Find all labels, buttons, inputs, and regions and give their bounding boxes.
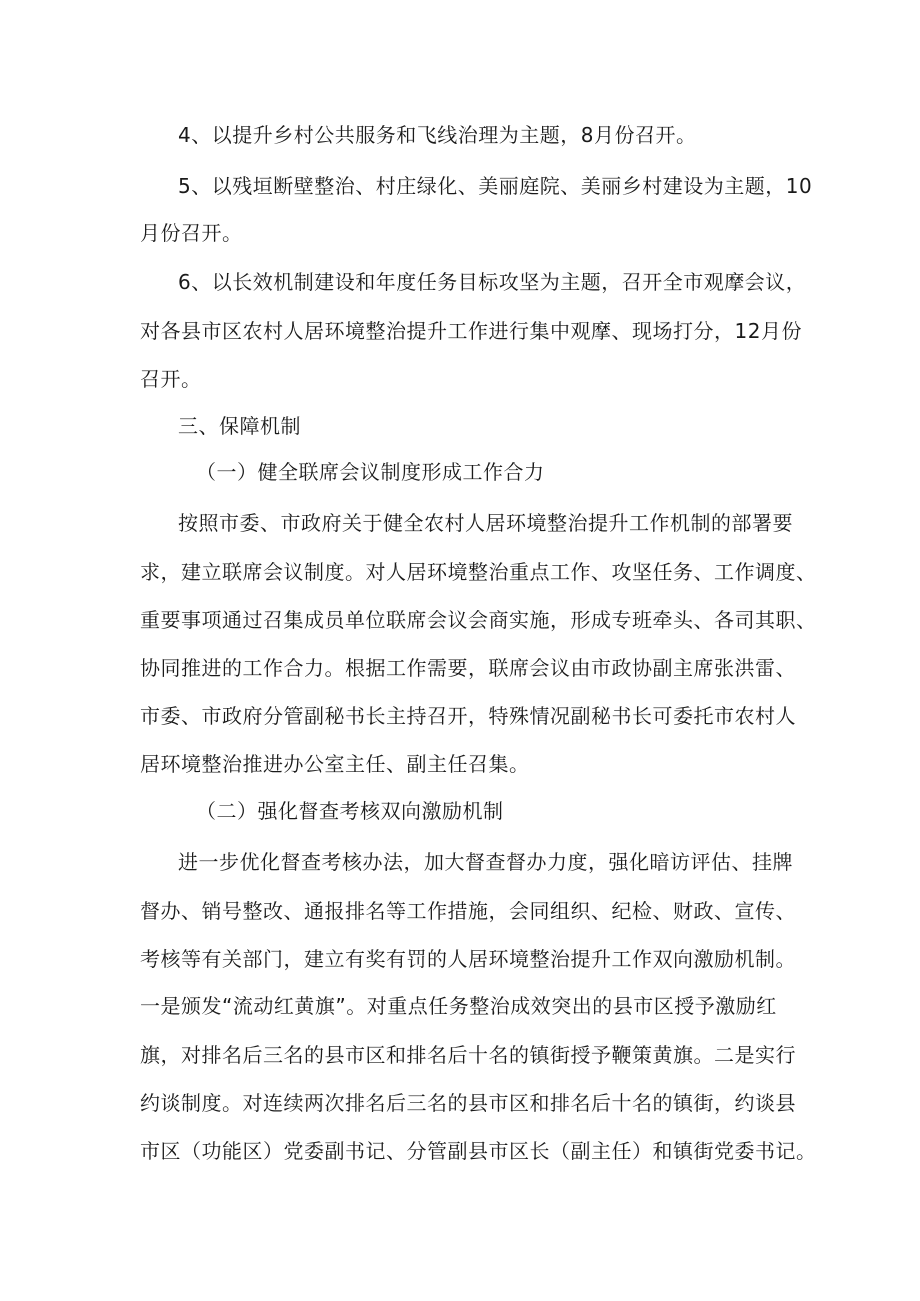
paragraph-line: 约谈制度。对连续两次排名后三名的县市区和排名后十名的镇街，约谈县 (140, 1091, 796, 1115)
paragraph-line: 进一步优化督查考核办法，加大督查督办力度，强化暗访评估、挂牌 (178, 850, 793, 874)
paragraph-line: 一是颁发“流动红黄旗”。对重点任务整治成效突出的县市区授予激励红 (140, 994, 777, 1018)
paragraph-line: 考核等有关部门，建立有奖有罚的人居环境整治提升工作双向激励机制。 (140, 947, 796, 971)
paragraph-item-5-line-2: 月份召开。 (140, 221, 243, 245)
paragraph-line: 督办、销号整改、通报排名等工作措施，会同组织、纪检、财政、宣传、 (140, 899, 796, 923)
paragraph-line: 市委、市政府分管副秘书长主持召开，特殊情况副秘书长可委托市农村人 (140, 704, 796, 728)
paragraph-line: 按照市委、市政府关于健全农村人居环境整治提升工作机制的部署要 (178, 511, 793, 535)
subsection-heading-1: （一）健全联席会议制度形成工作合力 (196, 460, 545, 484)
paragraph-line: 旗，对排名后三名的县市区和排名后十名的镇街授予鞭策黄旗。二是实行 (140, 1043, 796, 1067)
paragraph-item-6-line-2: 对各县市区农村人居环境整治提升工作进行集中观摩、现场打分，12月份 (140, 319, 802, 343)
paragraph-item-4: 4、以提升乡村公共服务和飞线治理为主题，8月份召开。 (178, 123, 697, 147)
paragraph-line: 重要事项通过召集成员单位联席会议会商实施，形成专班牵头、各司其职、 (140, 608, 817, 632)
paragraph-item-6-line-3: 召开。 (140, 367, 202, 391)
paragraph-item-6-line-1: 6、以长效机制建设和年度任务目标攻坚为主题，召开全市观摩会议， (178, 270, 807, 294)
subsection-heading-2: （二）强化督查考核双向激励机制 (196, 799, 504, 823)
paragraph-line: 市区（功能区）党委副书记、分管副县市区长（副主任）和镇街党委书记。 (140, 1139, 817, 1163)
paragraph-line: 居环境整治推进办公室主任、副主任召集。 (140, 752, 530, 776)
paragraph-line: 求，建立联席会议制度。对人居环境整治重点工作、攻坚任务、工作调度、 (140, 560, 817, 584)
section-heading-3: 三、保障机制 (178, 414, 301, 438)
paragraph-item-5-line-1: 5、以残垣断壁整治、村庄绿化、美丽庭院、美丽乡村建设为主题，10 (178, 174, 813, 198)
paragraph-line: 协同推进的工作合力。根据工作需要，联席会议由市政协副主席张洪雷、 (140, 656, 796, 680)
